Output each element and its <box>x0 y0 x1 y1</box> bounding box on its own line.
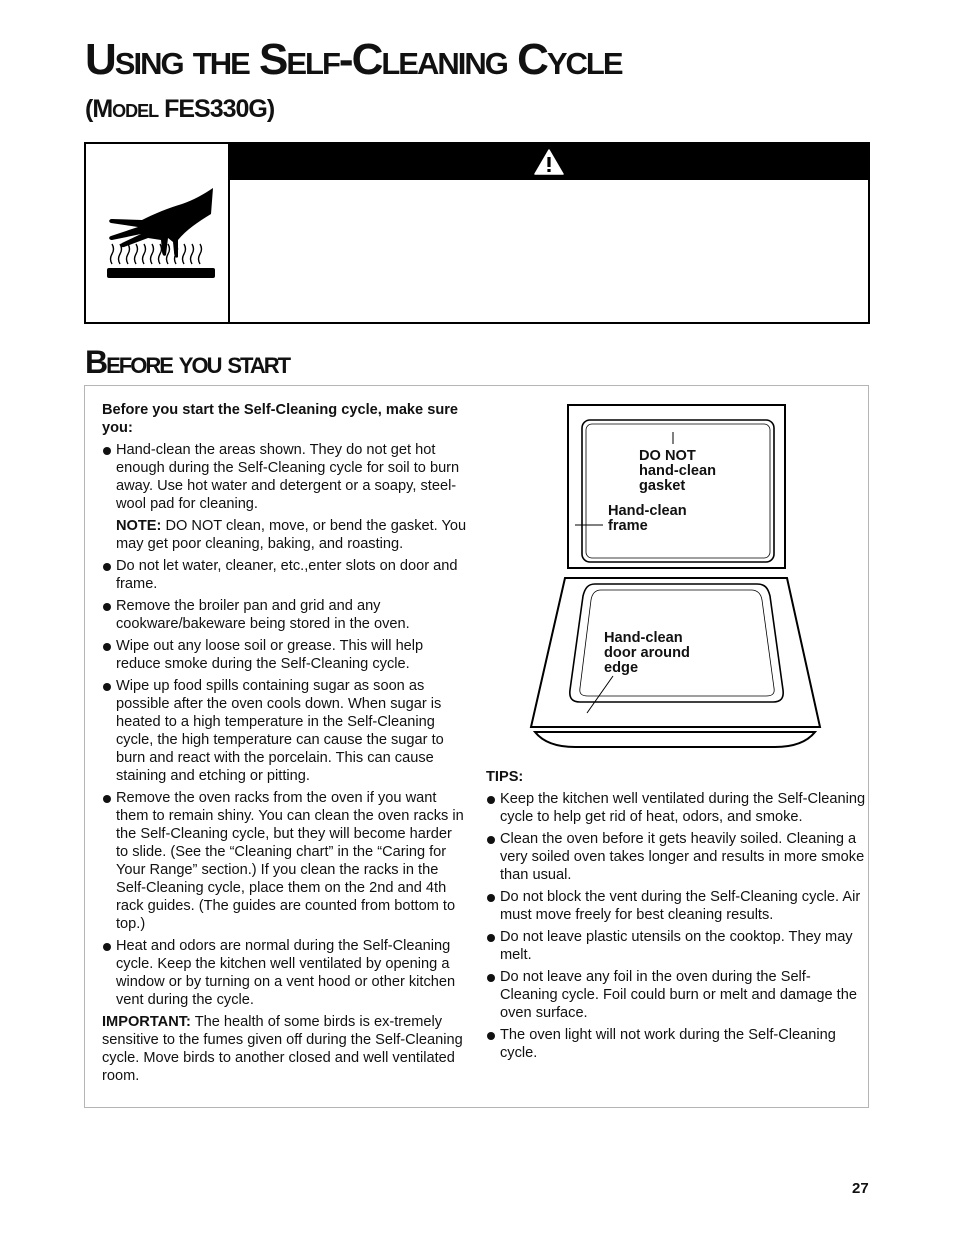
hot-surface-hand-icon <box>86 144 228 322</box>
page-subtitle: (Model FES330G) <box>85 95 275 123</box>
page-number: 27 <box>852 1180 869 1197</box>
warning-body <box>230 180 868 322</box>
page-title: Using the Self-Cleaning Cycle <box>85 35 622 84</box>
list-item: Remove the oven racks from the oven if you want them to remain shiny. You can clean the oven racks in the Self-Cleaning cycle, but they will become harder to slide. (See the “Cleaning chart” in the “Caring for Your Range” section.) If you clean the racks in the Self-Cleaning cycle, place them on the 2nd and 4th rack guides. (The guides are counted from bottom to top.) <box>102 789 467 933</box>
bullet-icon <box>103 603 111 611</box>
bullet-icon <box>103 943 111 951</box>
bullet-icon <box>103 683 111 691</box>
before-start-list <box>102 441 467 513</box>
intro-text: Before you start the Self-Cleaning cycle, make sure you: <box>102 402 459 436</box>
warning-header-bar <box>230 144 868 180</box>
note-text: NOTE: DO NOT clean, move, or bend the gasket. You may get poor cleaning, baking, and roasting. <box>116 518 467 552</box>
oven-cleaning-diagram <box>525 400 825 755</box>
note-label: NOTE: <box>116 518 162 534</box>
bullet-icon <box>103 563 111 571</box>
list-item: Clean the oven before it gets heavily soiled. Cleaning a very soiled oven takes longer and results in more smoke than usual. <box>486 830 866 884</box>
important-text: IMPORTANT: The health of some birds is ex-tremely sensitive to the fumes given off during the Self-Cleaning cycle. Move birds to another closed and well ventilated room. <box>102 1014 463 1084</box>
bullet-icon <box>487 1032 495 1040</box>
important-label: IMPORTANT: <box>102 1014 191 1030</box>
bullet-icon <box>487 836 495 844</box>
list-item: Do not leave plastic utensils on the cooktop. They may melt. <box>486 928 866 964</box>
door-label: Hand-clean door around edge <box>604 630 690 676</box>
tips-label: TIPS: <box>486 769 524 785</box>
bullet-icon <box>103 643 111 651</box>
list-item: Remove the broiler pan and grid and any cookware/bakeware being stored in the oven. <box>102 597 467 633</box>
list-item: Keep the kitchen well ventilated during the Self-Cleaning cycle to help get rid of heat, odors, and smoke. <box>486 790 866 826</box>
tips-column <box>486 768 866 1066</box>
list-item: Do not leave any foil in the oven during the Self-Cleaning cycle. Foil could burn or melt and damage the oven surface. <box>486 968 866 1022</box>
list-item: Wipe up food spills containing sugar as soon as possible after the oven cools down. When sugar is heated to a high temperature in the Self-Cleaning cycle, the high temperature can cause the sugar to burn and react with the porcelain. This can cause staining and etching or pitting. <box>102 677 467 785</box>
bullet-icon <box>487 974 495 982</box>
bullet-icon <box>103 447 111 455</box>
list-item: Heat and odors are normal during the Self-Cleaning cycle. Keep the kitchen well ventilated by opening a window or by turning on a vent hood or other kitchen vent during the cycle. <box>102 937 467 1009</box>
list-item: Do not block the vent during the Self-Cleaning cycle. Air must move freely for best cleaning results. <box>486 888 866 924</box>
before-start-column <box>102 401 467 1085</box>
bullet-icon <box>487 796 495 804</box>
list-item: Hand-clean the areas shown. They do not get hot enough during the Self-Cleaning cycle for soil to burn away. Use hot water and detergent or a soapy, steel-wool pad for cleaning. <box>102 441 467 513</box>
list-item: Wipe out any loose soil or grease. This will help reduce smoke during the Self-Cleaning cycle. <box>102 637 467 673</box>
warning-triangle-icon <box>534 149 564 175</box>
warning-icon-cell <box>86 144 230 322</box>
frame-label: Hand-clean frame <box>608 503 687 534</box>
section-title-before-you-start: Before you start <box>85 344 290 380</box>
before-start-list-continued <box>102 557 467 1009</box>
tips-list <box>486 790 866 1062</box>
list-item: Do not let water, cleaner, etc.,enter slots on door and frame. <box>102 557 467 593</box>
gasket-label: DO NOT hand-clean gasket <box>639 448 717 494</box>
warning-box <box>84 142 870 324</box>
bullet-icon <box>487 894 495 902</box>
bullet-icon <box>487 934 495 942</box>
list-item: The oven light will not work during the Self-Cleaning cycle. <box>486 1026 866 1062</box>
bullet-icon <box>103 795 111 803</box>
